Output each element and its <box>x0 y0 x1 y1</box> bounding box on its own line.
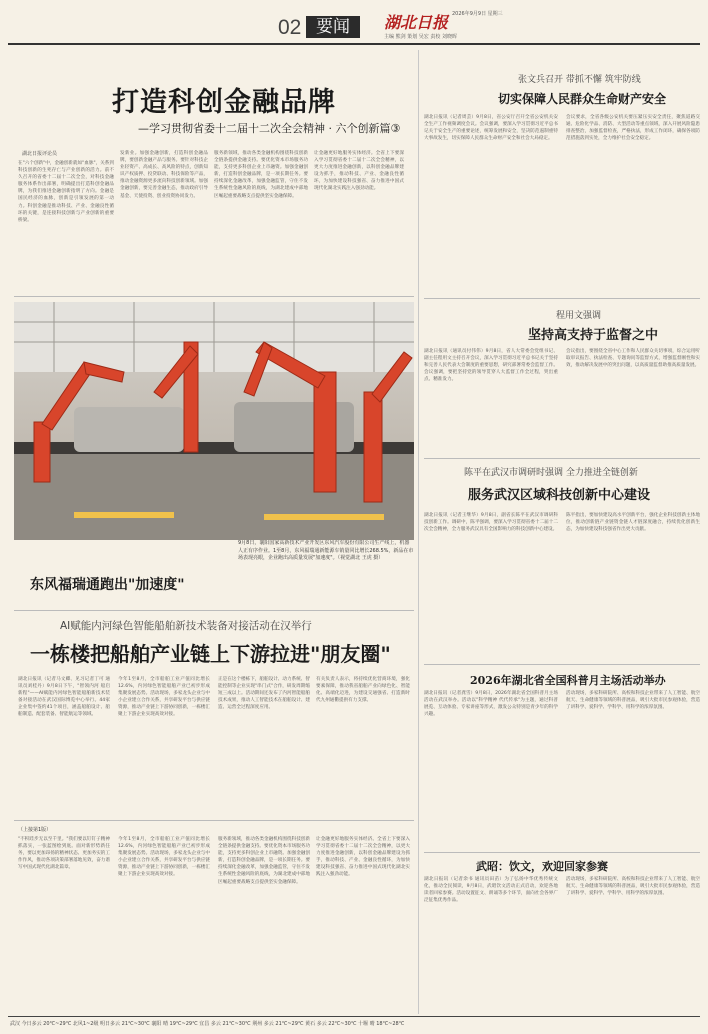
bottom-left-body-col3: 服务新领域，推动各类金融机构围绕科技创新全链条提供金融支持。要优化资本市场服务功能，支持更多科创企业上市融资。加强金融创新，打造科创金融品牌，是一项长期任务。要持续深化金融改革，加强金融监管，守住不发生系统性金融风险的底线，为湖北建成中部地区崛起重要战略支点提供坚实金融保障。 <box>218 837 310 885</box>
paper-logo: 湖北日报 <box>384 13 449 32</box>
factory-photo <box>14 302 414 540</box>
right-story5-body-col1: 湖北日报讯（记者余书 通讯员田苗）为了弘扬中华优秀传统文化，推动全民阅读，9月8日，武昭饮文活动正式启动，欢迎各地读者回家参赛。活动设置征文、朗诵等多个环节，面向社会各界广泛征集优秀作品。 <box>424 877 558 904</box>
right-story1-title: 切实保障人民群众生命财产安全 <box>498 92 667 106</box>
right-rule-2 <box>424 458 700 459</box>
right-story2-body-col2: 会议指出，要围绕全省中心工作和人民群众关切事项，综合运用听取审议报告、执法检查、专题询问等监督方式，增强监督刚性和实效，推动解决发展中的突出问题，以高质量监督助推高质量发展。 <box>566 349 700 369</box>
factory-illustration <box>14 302 414 540</box>
editors-line: 主编 熊剑 策划 吴宏 责校 刘晓晖 <box>384 34 457 40</box>
right-rule-3 <box>424 664 700 665</box>
bottom-left-body-col2: 今年1至8月，全市船舶工业产值同比增长12.6%，内河绿色智能船舶产业已初步形成集聚发展态势。活动现场，多家龙头企业与中小企业建立合作关系，共享研发平台与供应链资源，推动产业链上下游协同创新，一栋楼汇聚上下游企业实现高效对接。 <box>118 837 210 878</box>
right-story3-kicker: 陈平在武汉市调研时强调 全力推进全链创新 <box>464 468 638 478</box>
lead-title: 打造科创金融品牌 <box>112 87 336 118</box>
lead-divider <box>14 296 414 297</box>
right-story1-body-col1: 湖北日报讯（记者周芸）9月8日，省公安厅召开全省公安机关安全生产工作视频调度会议。会议强调，要深入学习贯彻习近平总书记关于安全生产的重要论述，统筹发展和安全，坚决防范遏制重特大事故发生，切实保障人民群众生命财产安全和社会大局稳定。 <box>424 115 558 142</box>
column-divider <box>418 50 419 1014</box>
bottom-left-body-col4: 让金融更好地服务实体经济。全省上下要深入学习贯彻省委十二届十二次全会精神，以更大力度推进金融创新，以科创金融品牌建设为抓手，推动科技、产业、金融良性循环，为加快建设科技强省、奋力推进中国式现代化湖北实践注入强劲动能。 <box>316 837 410 878</box>
right-rule-1 <box>424 298 700 299</box>
story2-body-col4: 有关负责人表示，将持续优化营商环境，强化要素保障，推动我省船舶产业向绿色化、智能化、高端化迈进，为建设交通强省、打造新时代九州通衢提供有力支撑。 <box>316 677 410 704</box>
issue-date: 2026年9月9日 星期三 <box>452 11 503 17</box>
weather-strip: 武汉 今日多云 20℃~29℃ 北风1~2级 明日多云 21℃~30℃ 襄阳 晴 19℃~29℃ 宜昌 多云 21℃~30℃ 荆州 多云 21℃~29℃ 黄石 多云 22℃~30℃ 十堰 晴 18℃~28℃ <box>10 1021 405 1027</box>
right-story3-body-col1: 湖北日报讯（记者王继华）9月8日，副省长陈平在武汉市调研科技创新工作。调研中，陈平强调，要深入学习贯彻省委十二届十二次全会精神，全力服务武汉具有全国影响力的科技创新中心建设。 <box>424 513 558 533</box>
bottom-left-body-col1: "不积跬步无以至千里。"我们要以钉钉子精神抓落实，一张蓝图绘到底。面对新形势新任务，要以更加昂扬的精神状态、更加务实的工作作风，推动各项决策部署落地见效，奋力谱写中国式现代化湖北篇章。 <box>18 837 110 871</box>
right-story2-body-col1: 湖北日报讯（通讯员付伟伟）9月8日，省人大常委会党组书记、副主任程用文主持召开会议，深入学习贯彻习近平总书记关于坚持和完善人民代表大会制度的重要思想，研究部署常委会监督工作。会议强调，要把坚持党的领导贯穿人大监督工作全过程，突出重点、精准发力。 <box>424 349 558 383</box>
right-story1-body-col2: 会议要求，全省各级公安机关要压紧压实安全责任，聚焦道路交通、危险化学品、消防、大型活动等重点领域，深入开展风险隐患排查整治，加强监督检查，严格执法，形成工作闭环，确保各项防范措施落到实处，全力维护社会安全稳定。 <box>566 115 700 142</box>
story2-body-col1: 湖北日报讯（记者马文卿、见习记者丁可 通讯员刘桂丹）9月8日下午，"智领内河 船启新程"——AI赋能内河绿色智能船舶新技术装备对接活动在武汉国际博览中心举行。44家企业集中签约41个项目，涵盖船舶设计、船舶制造、配套装备、智能航运等领域。 <box>18 677 110 718</box>
story2-body-col3: 正是在这个楼栋下，船舶设计、动力系统、智能控制等企业实现"串门式"合作，研发周期缩短三成以上。活动期间还发布了内河智能船舶技术成果，推动人工智能技术在船舶设计、建造、运营全过程深度应用。 <box>218 677 310 711</box>
masthead-rule <box>8 43 700 45</box>
right-story5-title: 武昭：饮文，欢迎回家参赛 <box>476 860 608 873</box>
story2-title: 一栋楼把船舶产业链上下游拉进"朋友圈" <box>30 642 391 666</box>
right-story5-body-col2: 活动现场，多家科研院所、高校和科技企业带来了人工智能、航空航天、生命健康等领域的科普展品，吸引大批市民参观体验，营造了讲科学、爱科学、学科学、用科学的浓厚氛围。 <box>566 877 700 897</box>
right-story2-kicker: 程用文强调 <box>556 311 602 321</box>
photo-headline: 东风福瑞通跑出"加速度" <box>30 577 185 593</box>
right-story4-body-col1: 湖北日报讯（记者龚雪）9月8日，2026年湖北省全国科普月主场活动在武汉举办。活动以"科学精神 代代传承"为主题，通过科普展览、互动体验、专家讲座等形式，激发公众特别是青少年的科学兴趣。 <box>424 691 558 718</box>
section-label: 要闻 <box>306 16 360 38</box>
lead-subtitle: —学习贯彻省委十二届十二次全会精神 · 六个创新篇③ <box>138 122 401 135</box>
continued-label: （上接第1版） <box>18 827 52 833</box>
right-story1-kicker: 张文兵召开 带抓不懈 筑牢防线 <box>518 75 641 85</box>
lead-body-col2: 发新业。加强金融创新，打造科创金融品牌，要创新金融产品与服务。要针对科技企业轻资产、高成长、高风险的特点，创新知识产权质押、投贷联动、科技保险等产品，推动金融资源更多流向科技创新领域。加强金融创新，要完善金融生态，推动政府引导基金、天使投资、创业投资协同发力。 <box>120 151 208 199</box>
right-story3-title: 服务武汉区域科技创新中心建设 <box>468 488 651 503</box>
right-story2-title: 坚持高支持于监督之中 <box>528 328 659 343</box>
story2-body-col2: 今年1至8月，全市船舶工业产值同比增长12.6%，内河绿色智能船舶产业已初步形成集聚发展态势。活动现场，多家龙头企业与中小企业建立合作关系，共享研发平台与供应链资源，推动产业链上下游协同创新，一栋楼汇聚上下游企业实现高效对接。 <box>118 677 210 718</box>
photo-caption: 9月8日，襄阳国家高新技术产业开发区东风汽车股份有限公司生产线上，机器人正有序作业。1至8月，东风福瑞通新能源车销量同比增长268.5%，新品在市场表现亮眼，企业跑出高质量发展"加速度"。（视觉湖北 王虎 摄） <box>238 540 414 561</box>
lead-body-col1: 在"六个创新"中，金融创新就如"血脉"，关系到科技创新的生死存亡与产业创新的活力。前不久召开的省委十二届十二次全会，对科技金融服务体系作出部署，明确提出打造科创金融品牌，为我们推进金融创新指明了方向。金融是国民经济的血脉，创新是引领发展的第一动力。科创金融是推动科技、产业、金融良性循环的关键，是连接科技创新与产业创新的重要桥梁。 <box>18 161 114 223</box>
right-story3-body-col2: 陈平指出，要加快建设高水平创新平台，强化企业科技创新主体地位，推动创新链产业链资金链人才链深度融合，持续优化创新生态，为加快建设科技强省作出更大贡献。 <box>566 513 700 533</box>
page-number: 02 <box>278 16 302 39</box>
footer-rule <box>8 1016 700 1017</box>
bottom-rule <box>14 820 414 821</box>
lead-body-col3: 服务新领域，推动各类金融机构围绕科技创新全链条提供金融支持。要优化资本市场服务功能，支持更多科创企业上市融资。加强金融创新，打造科创金融品牌，是一项长期任务。要持续深化金融改革，加强金融监管，守住不发生系统性金融风险的底线，为湖北建成中部地区崛起重要战略支点提供坚实金融保障。 <box>214 151 308 199</box>
lead-body-col4: 让金融更好地服务实体经济。全省上下要深入学习贯彻省委十二届十二次全会精神，以更大力度推进金融创新，以科创金融品牌建设为抓手，推动科技、产业、金融良性循环，为加快建设科技强省、奋力推进中国式现代化湖北实践注入强劲动能。 <box>314 151 404 192</box>
story2-kicker: AI赋能内河绿色智能船舶新技术装备对接活动在汉举行 <box>60 620 312 632</box>
story2-rule <box>14 610 414 611</box>
lead-byline: 湖北日报评论员 <box>22 151 58 157</box>
right-story4-body-col2: 活动现场，多家科研院所、高校和科技企业带来了人工智能、航空航天、生命健康等领域的科普展品，吸引大批市民参观体验，营造了讲科学、爱科学、学科学、用科学的浓厚氛围。 <box>566 691 700 711</box>
right-rule-4 <box>424 852 700 853</box>
right-story4-title: 2026年湖北省全国科普月主场活动举办 <box>470 674 666 687</box>
